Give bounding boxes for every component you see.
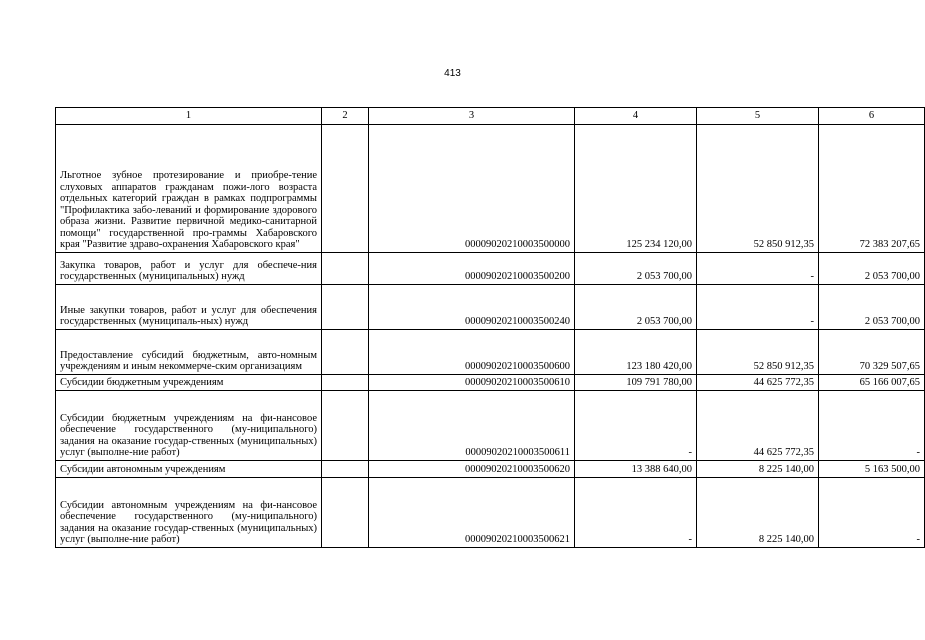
row-col2	[322, 461, 369, 478]
row-value-6: 70 329 507,65	[819, 330, 925, 375]
row-code: 00009020210003500000	[369, 125, 575, 253]
row-code: 00009020210003500611	[369, 391, 575, 461]
row-col2	[322, 478, 369, 548]
row-code: 00009020210003500620	[369, 461, 575, 478]
row-value-4: 2 053 700,00	[575, 285, 697, 330]
row-col2	[322, 391, 369, 461]
row-value-5: 52 850 912,35	[697, 330, 819, 375]
row-col2	[322, 330, 369, 375]
row-description: Льготное зубное протезирование и приобре-тение слуховых аппаратов гражданам пожи-лого возраста отдельных категорий граждан в рамках подпрограммы "Профилактика забо-леваний и формирование здорового образа жизни. Развитие первичной медико-санитарной помощи" государственной про-граммы Хабаровского края "Развитие здраво-охранения Хабаровского края"	[56, 125, 322, 253]
row-code: 00009020210003500200	[369, 253, 575, 285]
row-value-5: -	[697, 253, 819, 285]
table-row	[56, 125, 925, 253]
row-value-6: 2 053 700,00	[819, 285, 925, 330]
row-value-6: 2 053 700,00	[819, 253, 925, 285]
row-value-4: -	[575, 478, 697, 548]
table-row	[56, 478, 925, 548]
row-description: Субсидии автономным учреждениям на фи-нансовое обеспечение государственного (му-ниципального) задания на оказание государ-ственных (муниципальных) услуг (выполне-ние работ)	[56, 478, 322, 548]
budget-table	[55, 107, 925, 548]
row-value-4: 2 053 700,00	[575, 253, 697, 285]
column-header: 5	[697, 108, 819, 125]
column-header: 3	[369, 108, 575, 125]
row-description: Закупка товаров, работ и услуг для обеспече-ния государственных (муниципальных) нужд	[56, 253, 322, 285]
row-value-4: 109 791 780,00	[575, 375, 697, 391]
row-code: 00009020210003500610	[369, 375, 575, 391]
header-row	[56, 108, 925, 125]
row-value-5: 8 225 140,00	[697, 461, 819, 478]
row-value-6: -	[819, 478, 925, 548]
row-col2	[322, 285, 369, 330]
table-row	[56, 391, 925, 461]
row-value-5: 8 225 140,00	[697, 478, 819, 548]
row-value-4: -	[575, 391, 697, 461]
column-header: 4	[575, 108, 697, 125]
row-code: 00009020210003500240	[369, 285, 575, 330]
table-row	[56, 461, 925, 478]
row-value-6: 72 383 207,65	[819, 125, 925, 253]
table-row	[56, 253, 925, 285]
row-value-5: 44 625 772,35	[697, 375, 819, 391]
page-number: 413	[444, 68, 461, 79]
row-value-6: 65 166 007,65	[819, 375, 925, 391]
row-value-6: 5 163 500,00	[819, 461, 925, 478]
row-value-4: 123 180 420,00	[575, 330, 697, 375]
row-description: Иные закупки товаров, работ и услуг для обеспечения государственных (муниципаль-ных) нужд	[56, 285, 322, 330]
column-header: 6	[819, 108, 925, 125]
row-code: 00009020210003500600	[369, 330, 575, 375]
row-col2	[322, 375, 369, 391]
row-description: Предоставление субсидий бюджетным, авто-номным учреждениям и иным некоммерче-ским организациям	[56, 330, 322, 375]
row-col2	[322, 253, 369, 285]
row-code: 00009020210003500621	[369, 478, 575, 548]
row-value-5: 44 625 772,35	[697, 391, 819, 461]
row-value-6: -	[819, 391, 925, 461]
row-value-5: -	[697, 285, 819, 330]
row-description: Субсидии автономным учреждениям	[56, 461, 322, 478]
row-col2	[322, 125, 369, 253]
table-row	[56, 330, 925, 375]
row-description: Субсидии бюджетным учреждениям на фи-нансовое обеспечение государственного (му-ниципального) задания на оказание государ-ственных (муниципальных) услуг (выполне-ние работ)	[56, 391, 322, 461]
row-value-5: 52 850 912,35	[697, 125, 819, 253]
row-value-4: 125 234 120,00	[575, 125, 697, 253]
column-header: 1	[56, 108, 322, 125]
row-value-4: 13 388 640,00	[575, 461, 697, 478]
row-description: Субсидии бюджетным учреждениям	[56, 375, 322, 391]
table-row	[56, 285, 925, 330]
column-header: 2	[322, 108, 369, 125]
table-row	[56, 375, 925, 391]
